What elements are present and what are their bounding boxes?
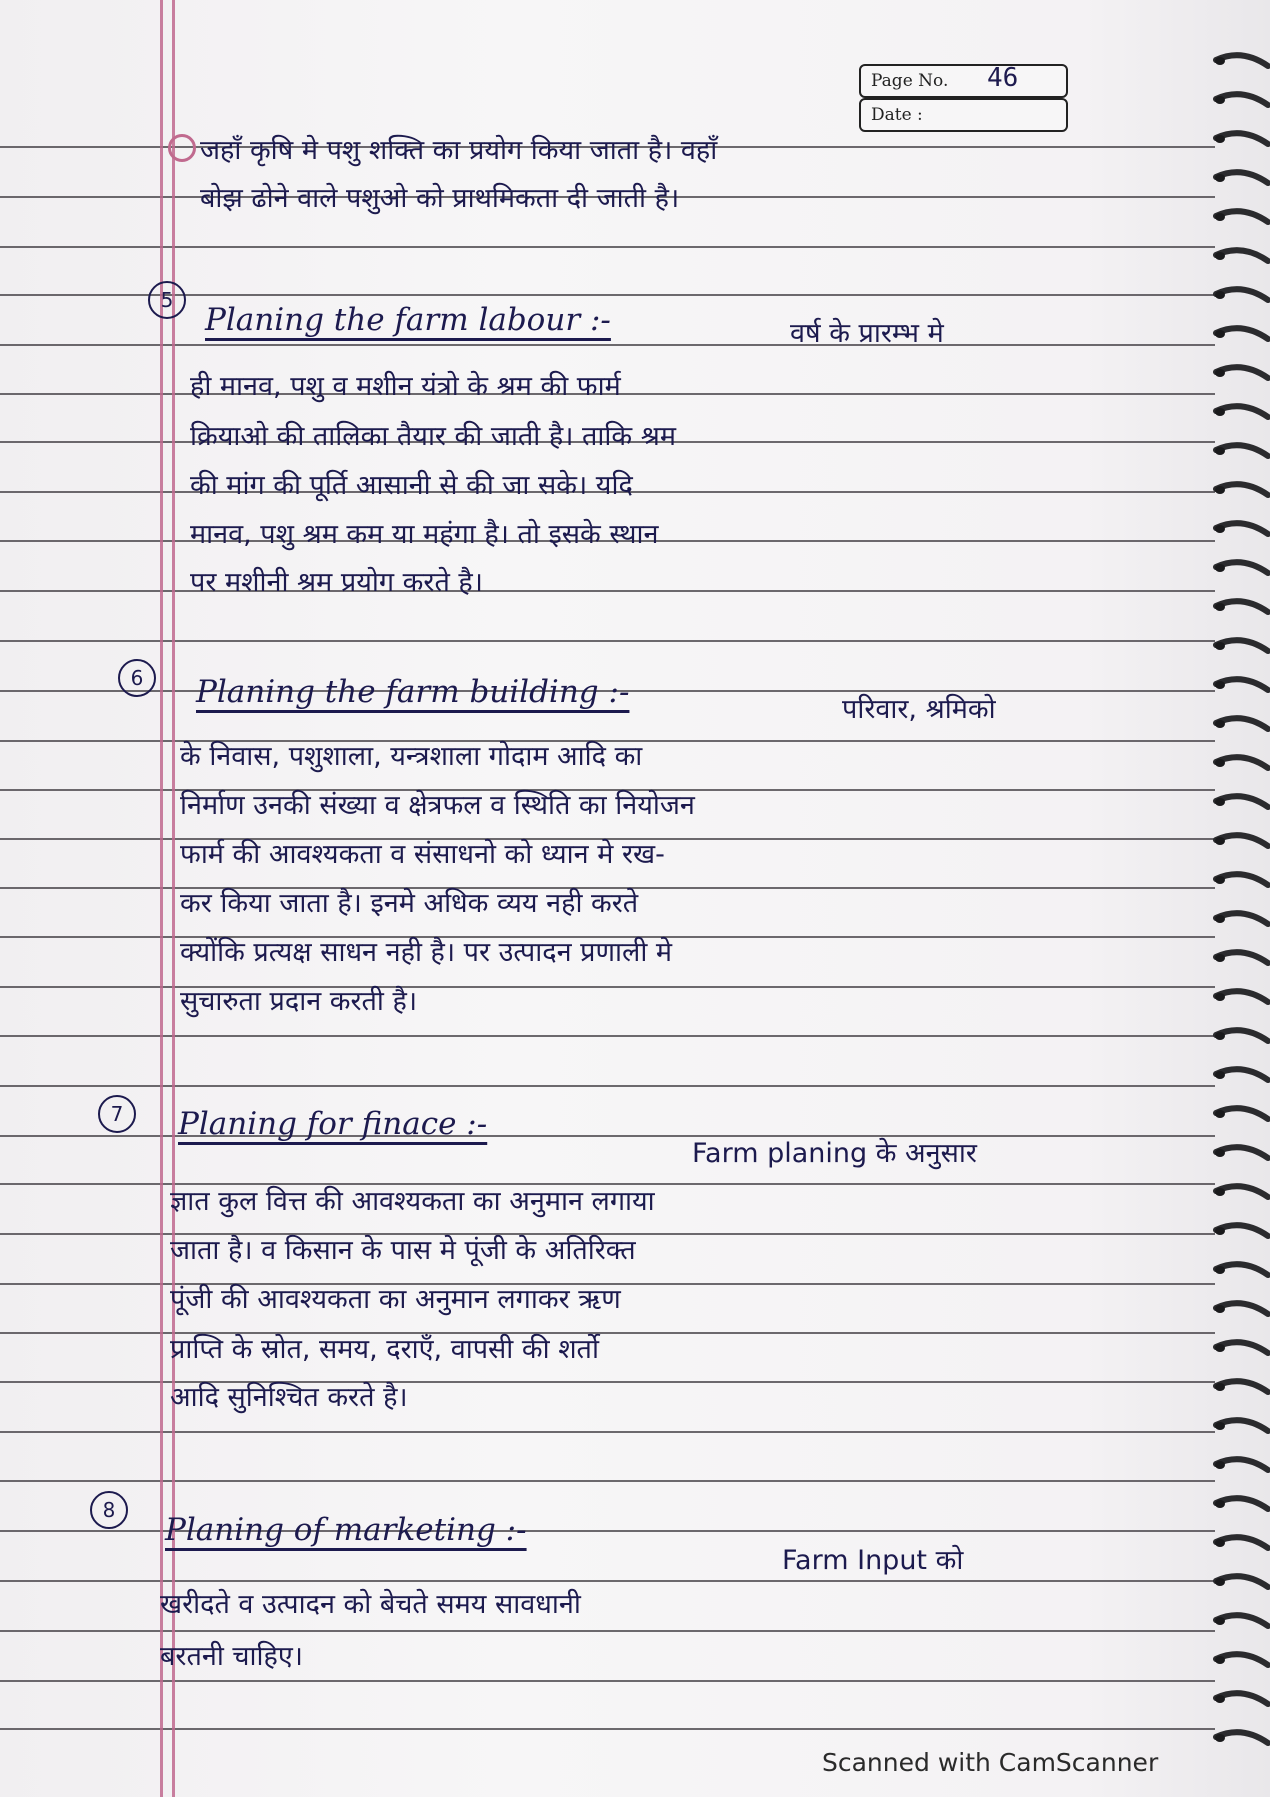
spiral-binding bbox=[1212, 0, 1270, 1797]
section-line: ज्ञात कुल वित्त की आवश्यकता का अनुमान लगाया bbox=[170, 1186, 655, 1217]
ruled-line bbox=[0, 1728, 1215, 1730]
ruled-line bbox=[0, 1580, 1215, 1582]
date-box bbox=[859, 98, 1068, 132]
spiral-hole bbox=[1215, 1734, 1225, 1742]
page-no-label: Page No. bbox=[871, 71, 949, 91]
ruled-line bbox=[0, 640, 1215, 642]
intro-line: जहाँ कृषि मे पशु शक्ति का प्रयोग किया जाता है। वहाँ bbox=[200, 135, 718, 166]
spiral-hole bbox=[1215, 1656, 1225, 1664]
spiral-hole bbox=[1215, 954, 1225, 962]
section-number: 7 bbox=[98, 1095, 136, 1133]
section-line: ही मानव, पशु व मशीन यंत्रो के श्रम की फार्म bbox=[190, 371, 621, 402]
section-line: सुचारुता प्रदान करती है। bbox=[180, 986, 418, 1017]
spiral-hole bbox=[1215, 174, 1225, 182]
ruled-line bbox=[0, 246, 1215, 248]
spiral-hole bbox=[1215, 525, 1225, 533]
spiral-hole bbox=[1215, 330, 1225, 338]
spiral-hole bbox=[1215, 486, 1225, 494]
spiral-hole bbox=[1215, 564, 1225, 572]
spiral-hole bbox=[1215, 603, 1225, 611]
margin-ring bbox=[168, 134, 196, 162]
spiral-hole bbox=[1215, 252, 1225, 260]
section-number: 6 bbox=[118, 659, 156, 697]
ruled-line bbox=[0, 344, 1215, 346]
section-title-trail: Farm planing के अनुसार bbox=[692, 1138, 977, 1169]
spiral-hole bbox=[1215, 1617, 1225, 1625]
spiral-hole bbox=[1215, 1266, 1225, 1274]
ruled-line bbox=[0, 1630, 1215, 1632]
section-title-trail: वर्ष के प्रारम्भ मे bbox=[790, 318, 944, 349]
section-line: आदि सुनिश्चित करते है। bbox=[170, 1382, 408, 1413]
spiral-hole bbox=[1215, 720, 1225, 728]
section-title-trail: Farm Input को bbox=[782, 1545, 964, 1576]
spiral-hole bbox=[1215, 915, 1225, 923]
spiral-hole bbox=[1215, 213, 1225, 221]
section-title-trail: परिवार, श्रमिको bbox=[842, 694, 996, 725]
section-line: क्रियाओ की तालिका तैयार की जाती है। ताकि श्रम bbox=[190, 421, 676, 452]
spiral-hole bbox=[1215, 1461, 1225, 1469]
section-title: Planing the farm labour :- bbox=[205, 302, 611, 338]
section-line: खरीदते व उत्पादन को बेचते समय सावधानी bbox=[160, 1589, 581, 1620]
spiral-hole bbox=[1215, 1227, 1225, 1235]
date-label: Date : bbox=[871, 105, 923, 125]
page-no-value: 46 bbox=[987, 63, 1019, 93]
spiral-hole bbox=[1215, 993, 1225, 1001]
spiral-hole bbox=[1215, 408, 1225, 416]
section-number: 8 bbox=[90, 1491, 128, 1529]
margin-line-left bbox=[160, 0, 163, 1797]
section-line: बरतनी चाहिए। bbox=[160, 1641, 304, 1672]
section-line: की मांग की पूर्ति आसानी से की जा सके। यदि bbox=[190, 470, 633, 501]
spiral-hole bbox=[1215, 759, 1225, 767]
spiral-hole bbox=[1215, 1149, 1225, 1157]
page-no-box bbox=[859, 64, 1068, 98]
section-line: फार्म की आवश्यकता व संसाधनो को ध्यान मे रख- bbox=[180, 839, 665, 870]
spiral-hole bbox=[1215, 1305, 1225, 1313]
section-title: Planing for finace :- bbox=[178, 1106, 488, 1142]
spiral-hole bbox=[1215, 96, 1225, 104]
section-line: निर्माण उनकी संख्या व क्षेत्रफल व स्थिति का नियोजन bbox=[180, 790, 695, 821]
section-line: पूंजी की आवश्यकता का अनुमान लगाकर ऋण bbox=[170, 1284, 621, 1315]
ruled-line bbox=[0, 590, 1215, 592]
section-line: जाता है। व किसान के पास मे पूंजी के अतिरिक्त bbox=[170, 1235, 636, 1266]
spiral-hole bbox=[1215, 837, 1225, 845]
section-line: के निवास, पशुशाला, यन्त्रशाला गोदाम आदि का bbox=[180, 741, 643, 772]
spiral-hole bbox=[1215, 681, 1225, 689]
spiral-hole bbox=[1215, 447, 1225, 455]
spiral-hole bbox=[1215, 1383, 1225, 1391]
ruled-line bbox=[0, 1085, 1215, 1087]
spiral-hole bbox=[1215, 1110, 1225, 1118]
ruled-line bbox=[0, 1680, 1215, 1682]
spiral-hole bbox=[1215, 1500, 1225, 1508]
spiral-hole bbox=[1215, 57, 1225, 65]
spiral-hole bbox=[1215, 1188, 1225, 1196]
spiral-hole bbox=[1215, 1422, 1225, 1430]
spiral-hole bbox=[1215, 642, 1225, 650]
spiral-hole bbox=[1215, 1071, 1225, 1079]
spiral-hole bbox=[1215, 291, 1225, 299]
ruled-line bbox=[0, 1480, 1215, 1482]
spiral-hole bbox=[1215, 1539, 1225, 1547]
section-line: पर मशीनी श्रम प्रयोग करते है। bbox=[190, 567, 483, 598]
section-title: Planing the farm building :- bbox=[196, 674, 630, 710]
spiral-hole bbox=[1215, 135, 1225, 143]
intro-line: बोझ ढोने वाले पशुओ को प्राथमिकता दी जाती है। bbox=[200, 183, 680, 214]
section-number: 5 bbox=[148, 281, 186, 319]
ruled-line bbox=[0, 1035, 1215, 1037]
spiral-hole bbox=[1215, 1344, 1225, 1352]
section-title: Planing of marketing :- bbox=[165, 1512, 527, 1548]
ruled-line bbox=[0, 1431, 1215, 1433]
spiral-hole bbox=[1215, 1695, 1225, 1703]
spiral-hole bbox=[1215, 876, 1225, 884]
spiral-hole bbox=[1215, 369, 1225, 377]
spiral-hole bbox=[1215, 798, 1225, 806]
spiral-hole bbox=[1215, 1032, 1225, 1040]
section-line: कर किया जाता है। इनमे अधिक व्यय नही करते bbox=[180, 888, 639, 919]
camscanner-watermark: Scanned with CamScanner bbox=[822, 1748, 1159, 1777]
section-line: क्योंकि प्रत्यक्ष साधन नही है। पर उत्पादन प्रणाली मे bbox=[180, 937, 673, 968]
section-line: प्राप्ति के स्रोत, समय, दराएँ, वापसी की शर्तो bbox=[170, 1334, 599, 1365]
spiral-hole bbox=[1215, 1578, 1225, 1586]
section-line: मानव, पशु श्रम कम या महंगा है। तो इसके स्थान bbox=[190, 519, 659, 550]
